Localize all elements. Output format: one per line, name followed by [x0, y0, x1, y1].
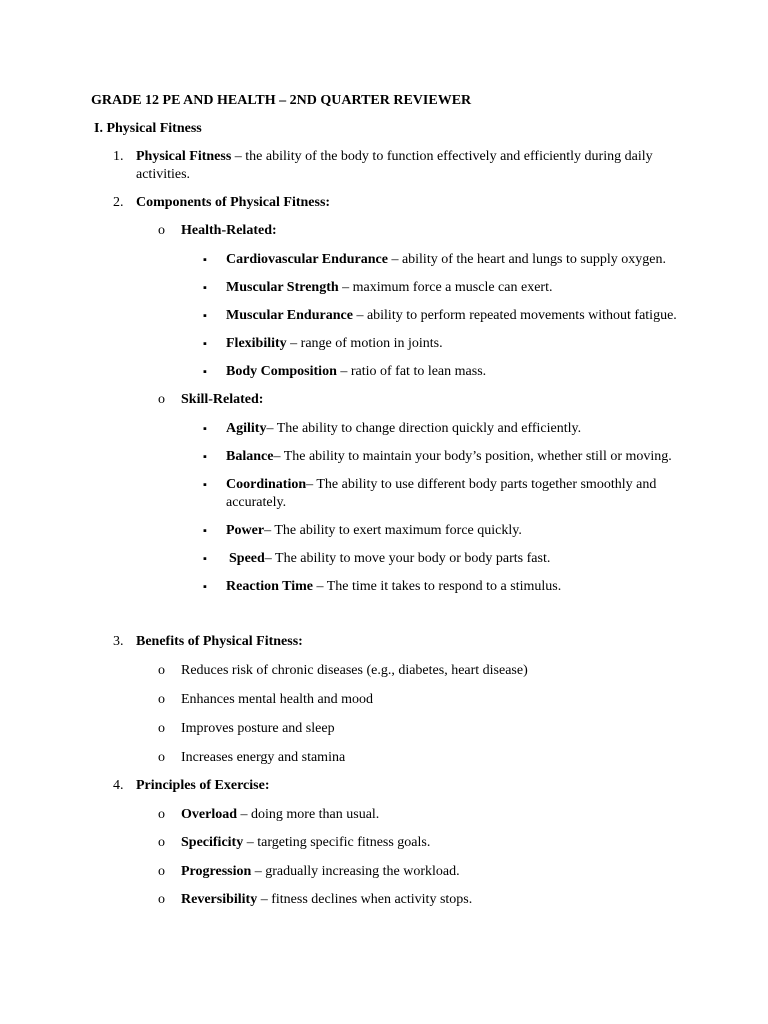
- definition-continuation: activities.: [136, 167, 191, 182]
- definition: – fitness declines when activity stops.: [257, 892, 473, 907]
- definition: – maximum force a muscle can exert.: [338, 280, 553, 295]
- circle-bullet-icon: o: [158, 892, 165, 907]
- circle-bullet-icon: o: [158, 835, 165, 850]
- definition: – doing more than usual.: [237, 807, 380, 822]
- circle-bullet-icon: o: [158, 750, 165, 765]
- definition: – The ability to use different body parts together smoothly and: [306, 477, 657, 492]
- circle-bullet-icon: o: [158, 807, 165, 822]
- term: Balance: [226, 449, 274, 464]
- term: Progression: [181, 864, 252, 879]
- list-item: [181, 834, 430, 852]
- square-bullet-icon: ▪: [203, 366, 207, 378]
- term: Body Composition: [226, 364, 337, 379]
- circle-bullet-icon: o: [158, 692, 165, 707]
- definition: – The ability to move your body or body parts fast.: [264, 551, 551, 566]
- square-bullet-icon: ▪: [203, 581, 207, 593]
- definition: – ratio of fat to lean mass.: [336, 364, 487, 379]
- definition: – The ability to exert maximum force quickly.: [264, 523, 522, 538]
- term: Agility: [226, 421, 267, 436]
- term: Reversibility: [181, 892, 258, 907]
- list-item: [226, 448, 672, 466]
- definition-continuation: accurately.: [226, 495, 287, 510]
- term: Overload: [181, 807, 237, 822]
- term: Cardiovascular Endurance: [226, 252, 388, 267]
- list-number: 3.: [113, 634, 124, 649]
- list-item: [226, 251, 666, 269]
- list-item: [226, 335, 443, 353]
- square-bullet-icon: ▪: [203, 254, 207, 266]
- square-bullet-icon: ▪: [203, 525, 207, 537]
- list-item: [226, 363, 486, 381]
- list-item: [226, 578, 561, 596]
- list-item: [229, 550, 550, 568]
- list-item: [226, 307, 677, 325]
- definition: – range of motion in joints.: [286, 336, 443, 351]
- term: Flexibility: [226, 336, 287, 351]
- list-item: [181, 891, 472, 909]
- list-item: Increases energy and stamina: [181, 750, 346, 765]
- square-bullet-icon: ▪: [203, 423, 207, 435]
- list-item: Reduces risk of chronic diseases (e.g., diabetes, heart disease): [181, 663, 528, 678]
- document-title: GRADE 12 PE AND HEALTH – 2ND QUARTER REVIEWER: [91, 93, 472, 108]
- circle-bullet-icon: o: [158, 864, 165, 879]
- section-heading: I. Physical Fitness: [94, 121, 202, 136]
- list-heading: Benefits of Physical Fitness:: [136, 634, 303, 649]
- square-bullet-icon: ▪: [203, 310, 207, 322]
- list-item: [226, 476, 656, 494]
- term: Muscular Strength: [226, 280, 339, 295]
- term: Speed: [229, 551, 265, 566]
- subheading-health-related: Health-Related:: [181, 223, 277, 238]
- definition: – targeting specific fitness goals.: [243, 835, 431, 850]
- subheading-skill-related: Skill-Related:: [181, 392, 264, 407]
- list-item: [226, 420, 581, 438]
- circle-bullet-icon: o: [158, 392, 165, 407]
- list-item: [136, 148, 653, 166]
- square-bullet-icon: ▪: [203, 338, 207, 350]
- term: Coordination: [226, 477, 307, 492]
- square-bullet-icon: ▪: [203, 479, 207, 491]
- circle-bullet-icon: o: [158, 663, 165, 678]
- term: Muscular Endurance: [226, 308, 353, 323]
- list-number: 1.: [113, 149, 124, 164]
- list-heading: Components of Physical Fitness:: [136, 195, 331, 210]
- definition: – The time it takes to respond to a stimulus.: [312, 579, 562, 594]
- list-item: [226, 279, 552, 297]
- list-item: [181, 806, 379, 824]
- definition: – The ability to maintain your body’s position, whether still or moving.: [273, 449, 672, 464]
- circle-bullet-icon: o: [158, 721, 165, 736]
- definition: – The ability to change direction quickly and efficiently.: [266, 421, 582, 436]
- definition: – ability of the heart and lungs to supply oxygen.: [387, 252, 666, 267]
- definition: – gradually increasing the workload.: [251, 864, 460, 879]
- list-heading: Principles of Exercise:: [136, 778, 270, 793]
- circle-bullet-icon: o: [158, 223, 165, 238]
- term: Specificity: [181, 835, 244, 850]
- list-item: [226, 522, 522, 540]
- term: Reaction Time: [226, 579, 313, 594]
- square-bullet-icon: ▪: [203, 282, 207, 294]
- list-number: 4.: [113, 778, 124, 793]
- list-item: Improves posture and sleep: [181, 721, 335, 736]
- term: Power: [226, 523, 265, 538]
- list-item: Enhances mental health and mood: [181, 692, 374, 707]
- list-number: 2.: [113, 195, 124, 210]
- definition: – the ability of the body to function effectively and efficiently during daily: [231, 149, 653, 164]
- list-item: [181, 863, 460, 881]
- square-bullet-icon: ▪: [203, 553, 207, 565]
- square-bullet-icon: ▪: [203, 451, 207, 463]
- term: Physical Fitness: [136, 149, 232, 164]
- definition: – ability to perform repeated movements without fatigue.: [352, 308, 677, 323]
